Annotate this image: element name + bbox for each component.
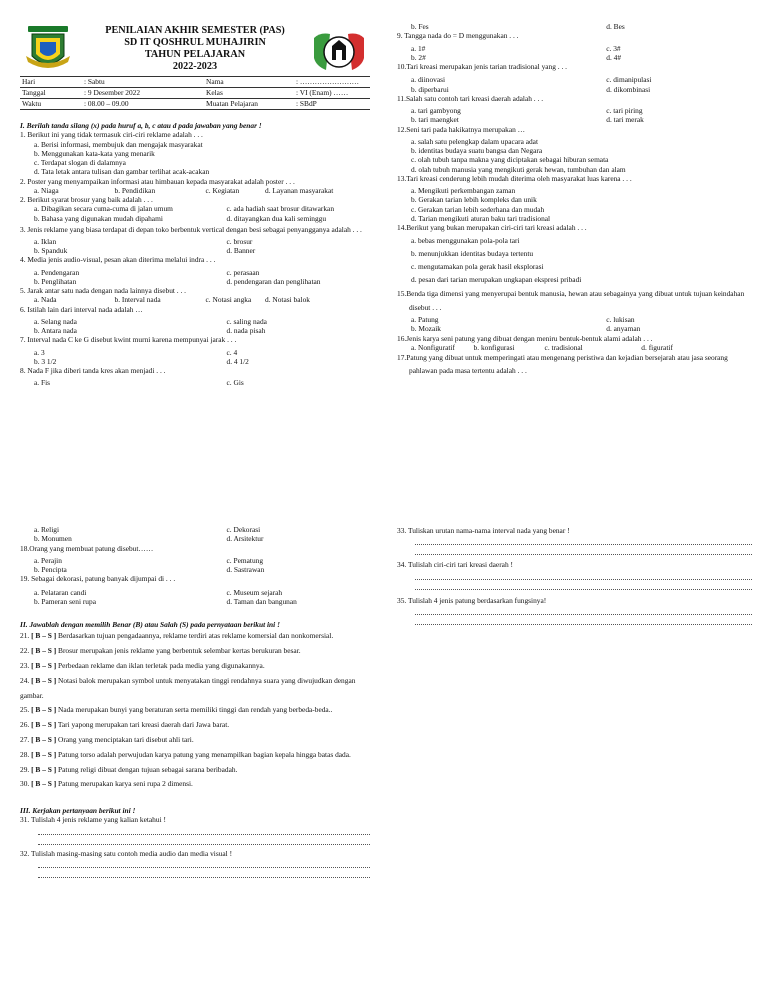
statement-27-text: Orang yang menciptakan tari disebut ahli tari. (56, 734, 194, 744)
q20-option-c[interactable]: c. Museum sejarah (226, 587, 283, 597)
q14-option-d[interactable]: d. Tarian mengikuti aturan baku tari tradisional (411, 213, 551, 223)
statement-26-number: 26. (20, 720, 30, 730)
q17-option-a[interactable]: a. Nonfiguratif (411, 342, 455, 352)
q6-option-a[interactable]: a. Nada (34, 295, 57, 305)
q10-option-c[interactable]: c. 3# (606, 43, 621, 53)
q35-answer-line-1[interactable] (415, 605, 752, 615)
question-2: 2. Poster yang menyampaikan informasi atau himbauan kepada masyarakat adalah poster . . . (20, 176, 295, 186)
q2-option-d[interactable]: d. Layanan masyarakat (265, 185, 334, 195)
q19-option-b[interactable]: b. Pencipta (34, 565, 67, 574)
statement-24-choice[interactable]: [ B – S ] (31, 675, 57, 685)
kelas-value[interactable]: : VI (Enam) …… (294, 88, 370, 99)
statement-21-text: Berdasarkan tujuan pengadaannya, reklame terdiri atas reklame komersial dan nonkomersial. (56, 631, 334, 641)
q35-answer-line-2[interactable] (415, 615, 752, 625)
q15-option-c[interactable]: c. mengutamakan pola gerak hasil eksplorasi (411, 262, 544, 272)
q5-option-c[interactable]: c. perasaan (226, 267, 260, 277)
statement-23-choice[interactable]: [ B – S ] (31, 660, 57, 670)
q18-option-c[interactable]: c. Dekorasi (226, 525, 261, 534)
q17-option-d[interactable]: d. figuratif (641, 342, 673, 352)
q1-option-c[interactable]: c. Terdapat slogan di dalamnya (34, 158, 126, 167)
section-3-right (397, 526, 752, 625)
q3-option-a[interactable]: a. Dibagikan secara cuma-cuma di jalan umum (34, 204, 173, 214)
q7-option-c[interactable]: c. saling nada (226, 316, 267, 326)
student-info-table (20, 76, 370, 110)
statement-24-number: 24. (20, 675, 30, 685)
statement-21 (20, 629, 370, 644)
statement-28-number: 28. (20, 749, 30, 759)
q10-option-d[interactable]: d. 4# (606, 52, 622, 62)
question-12: 11.Salah satu contoh tari kreasi daerah adalah . . . (397, 93, 544, 103)
q11-option-d[interactable]: d. dikombinasi (606, 84, 651, 94)
question-32: 32. Tulislah masing-masing satu contoh media audio dan media visual ! (20, 848, 233, 858)
q8-option-d[interactable]: d. 4 1/2 (226, 356, 249, 366)
q4-option-d[interactable]: d. Banner (226, 246, 256, 256)
statement-25 (20, 703, 370, 718)
section-1-heading: I. Berilah tanda silang (x) pada huruf a, b, c atau d pada jawaban yang benar ! (20, 121, 262, 130)
question-10: 9. Tangga nada do = D menggunakan . . . (397, 31, 519, 41)
q14-option-b[interactable]: b. Gerakan tarian lebih kompleks dan unik (411, 195, 537, 205)
q7-option-d[interactable]: d. nada pisah (226, 326, 266, 336)
q32-answer-line-1[interactable] (38, 858, 370, 868)
q6-option-d[interactable]: d. Notasi balok (265, 295, 310, 305)
q16-option-a[interactable]: a. Patung (411, 315, 439, 325)
waktu-label: Waktu (20, 99, 82, 110)
q13-option-c[interactable]: c. olah tubuh tanpa makna yang diciptakan sebagai hiburan semata (411, 155, 609, 165)
q34-answer-line-1[interactable] (415, 570, 752, 580)
q2-option-c[interactable]: c. Kegiatan (205, 185, 240, 195)
q1-option-a[interactable]: a. Berisi informasi, membujuk dan mengajak masyarakat (34, 139, 203, 149)
hari-value: : Sabtu (82, 77, 204, 88)
q4-option-b[interactable]: b. Spanduk (34, 246, 68, 256)
q6-option-c[interactable]: c. Notasi angka (205, 295, 252, 305)
q3-option-c[interactable]: c. ada hadiah saat brosur ditawarkan (226, 204, 335, 214)
q9-option-b[interactable]: b. Fes (411, 22, 429, 31)
question-35: 35. Tulislah 4 jenis patung berdasarkan fungsinya! (397, 595, 547, 605)
question-7: 6. Istilah lain dari interval nada adalah … (20, 304, 143, 314)
q10-option-b[interactable]: b. 2# (411, 52, 426, 62)
q32-answer-line-2[interactable] (38, 868, 370, 878)
question-9: 8. Nada F jika diberi tanda kres akan menjadi . . . (20, 366, 166, 376)
question-18: 17.Patung yang dibuat untuk memperingati atau mengenang peristiwa dan kejadian bersejarah atau jasa seorang pahlawan pada masa tertentu adalah . . . (397, 353, 728, 375)
section-2-left (20, 525, 370, 878)
q8-option-c[interactable]: c. 4 (226, 347, 238, 357)
statement-25-number: 25. (20, 705, 30, 715)
q18-option-a[interactable]: a. Religi (34, 525, 60, 534)
section-3-heading: III. Kerjakan pertanyaan berikut ini ! (20, 806, 136, 816)
statement-22-number: 22. (20, 646, 30, 656)
statement-23-number: 23. (20, 660, 30, 670)
question-33: 33. Tuliskan urutan nama-nama interval nada yang benar ! (397, 526, 570, 535)
q11-option-a[interactable]: a. diinovasi (411, 75, 446, 85)
question-20: 19. Sebagai dekorasi, patung banyak dijumpai di . . . (20, 574, 176, 584)
q9-option-c[interactable]: c. Gis (226, 378, 244, 388)
statement-26 (20, 718, 370, 733)
mapel-value: : SBdP (294, 99, 370, 110)
question-4: 3. Jenis reklame yang biasa terdapat di depan toko berbentuk vertical dengan besi sebagai penyangganya adalah . . . (20, 224, 362, 234)
statement-22-text: Brosur merupakan jenis reklame yang berbentuk selembar kertas berukuran besar. (56, 646, 301, 656)
q18-option-b[interactable]: b. Monumen (34, 534, 72, 544)
school-name: SD IT QOSHRUL MUHAJIRIN (124, 37, 266, 48)
q5-option-b[interactable]: b. Penglihatan (34, 276, 77, 286)
question-13: 12.Seni tari pada hakikatnya merupakan … (397, 124, 526, 134)
q20-option-b[interactable]: b. Pameran seni rupa (34, 596, 96, 606)
statement-30-text: Patung merupakan karya seni rupa 2 dimensi. (56, 779, 193, 789)
question-15: 14.Berikut yang bukan merupakan ciri-ciri tari kreasi adalah . . . (397, 223, 587, 232)
q20-option-d[interactable]: d. Taman dan bangunan (226, 596, 297, 606)
q13-option-d[interactable]: d. olah tubuh manusia yang mengikuti gerak hewan, tumbuhan dan alam (411, 164, 626, 174)
q1-option-d[interactable]: d. Tata letak antara tulisan dan gambar terlihat acak-acakan (34, 167, 210, 177)
q16-option-b[interactable]: b. Mozaik (411, 324, 441, 334)
q9-option-d[interactable]: d. Bes (606, 22, 625, 31)
statement-24-text: Notasi balok merupakan symbol untuk menyatakan tinggi rendahnya suara yang diwujudkan dengan gambar. (20, 675, 356, 700)
statement-24 (20, 674, 370, 704)
question-19: 18.Orang yang membuat patung disebut…… (20, 543, 154, 553)
statement-23 (20, 659, 370, 674)
q20-option-a[interactable]: a. Pelataran candi (34, 587, 87, 597)
statement-26-text: Tari yapong merupakan tari kreasi daerah dari Jawa barat. (56, 720, 230, 730)
q8-option-b[interactable]: b. 3 1/2 (34, 356, 57, 366)
q7-option-a[interactable]: a. Selang nada (34, 316, 77, 326)
tanggal-label: Tanggal (20, 88, 82, 99)
q16-option-d[interactable]: d. anyaman (606, 324, 641, 334)
exam-header (20, 18, 370, 76)
statement-29 (20, 763, 370, 778)
question-3: 2. Berikut syarat brosur yang baik adalah . . . (20, 195, 153, 204)
waktu-value: : 08.00 – 09.00 (82, 99, 204, 110)
q33-answer-line-2[interactable] (415, 545, 752, 555)
q17-option-b[interactable]: b. konfigurasi (473, 342, 515, 352)
hari-label: Hari (20, 77, 82, 88)
q10-option-a[interactable]: a. 1# (411, 43, 426, 53)
question-8: 7. Interval nada C ke G disebut kwint murni karena mempunyai jarak . . . (20, 335, 237, 345)
statement-29-choice[interactable]: [ B – S ] (31, 764, 57, 774)
q2-option-b[interactable]: b. Pendidikan (114, 185, 156, 195)
exam-title-line1: PENILAIAN AKHIR SEMESTER (PAS) (105, 25, 285, 36)
q4-option-c[interactable]: c. brosur (226, 236, 253, 246)
nama-label: Nama (204, 77, 294, 88)
q19-option-a[interactable]: a. Perajin (34, 555, 62, 565)
question-34: 34. Tulislah ciri-ciri tari kreasi daerah ! (397, 560, 513, 570)
q9-option-a[interactable]: a. Fis (34, 378, 51, 388)
statement-27-choice[interactable]: [ B – S ] (31, 734, 57, 744)
q3-option-d[interactable]: d. ditayangkan dua kali seminggu (226, 213, 327, 223)
year-label: TAHUN PELAJARAN (144, 49, 246, 60)
question-5: 4. Media jenis audio-visual, pesan akan diterima melalui indra . . . (20, 255, 216, 265)
mapel-label: Muatan Pelajaran (204, 99, 294, 110)
q12-option-b[interactable]: b. tari maengket (411, 115, 459, 125)
q11-option-c[interactable]: c. dimanipulasi (606, 75, 652, 85)
q19-option-d[interactable]: d. Sastrawan (226, 565, 265, 574)
section-1-left (20, 121, 370, 388)
q7-option-b[interactable]: b. Antara nada (34, 326, 77, 336)
q11-option-b[interactable]: b. diperbarui (411, 84, 449, 94)
q4-option-a[interactable]: a. Iklan (34, 236, 57, 246)
question-31: 31. Tulislah 4 jenis reklame yang kalian ketahui ! (20, 815, 166, 825)
section-1-right (397, 22, 752, 377)
question-6: 5. Jarak antar satu nada dengan nada lainnya disebut . . . (20, 286, 187, 296)
statement-22 (20, 644, 370, 659)
q8-option-a[interactable]: a. 3 (34, 347, 45, 357)
q12-option-d[interactable]: d. tari merak (606, 115, 644, 125)
question-17: 16.Jenis karya seni patung yang dibuat dengan meniru bentuk-bentuk alami adalah . . . (397, 333, 653, 343)
statement-23-text: Perbedaan reklame dan iklan terletak pada media yang digunakannya. (56, 660, 265, 670)
q14-option-c[interactable]: c. Gerakan tarian lebih sederhana dan mudah (411, 204, 545, 214)
q15-option-a[interactable]: a. bebas menggunakan pola-pola tari (411, 236, 520, 246)
statement-28-choice[interactable]: [ B – S ] (31, 749, 57, 759)
academic-year: 2022-2023 (172, 61, 218, 72)
q12-option-a[interactable]: a. tari gambyong (411, 106, 461, 115)
statement-30 (20, 777, 370, 792)
q5-option-d[interactable]: d. pendengaran dan penglihatan (226, 276, 321, 286)
exam-title (80, 25, 310, 73)
q15-option-d[interactable]: d. pesan dari tarian merupakan ungkapan ekspresi pribadi (411, 275, 582, 285)
statement-30-number: 30. (20, 779, 30, 789)
question-11: 10.Tari kreasi merupakan jenis tarian tradisional yang . . . (397, 62, 568, 71)
statement-25-text: Nada merupakan bunyi yang beraturan serta memiliki tinggi dan rendah yang berbeda-beda.. (56, 705, 333, 715)
statement-27 (20, 733, 370, 748)
q18-option-d[interactable]: d. Arsitektur (226, 534, 264, 544)
statement-28 (20, 748, 370, 763)
q16-option-c[interactable]: c. lukisan (606, 315, 635, 325)
q31-answer-line-1[interactable] (38, 825, 370, 835)
statement-27-number: 27. (20, 734, 30, 744)
statement-29-number: 29. (20, 764, 30, 774)
statement-28-text: Patung torso adalah perwujudan karya patung yang menampilkan bagian kepala hingga batas dada. (56, 749, 351, 759)
q17-option-c[interactable]: c. tradisional (544, 342, 583, 352)
statement-21-number: 21. (20, 631, 30, 641)
q6-option-b[interactable]: b. Interval nada (114, 295, 161, 305)
q12-option-c[interactable]: c. tari piring (606, 106, 643, 115)
school-logo (310, 30, 368, 78)
q31-answer-line-2[interactable] (38, 835, 370, 845)
q33-answer-line-1[interactable] (415, 535, 752, 545)
q5-option-a[interactable]: a. Pendengaran (34, 267, 80, 277)
statement-21-choice[interactable]: [ B – S ] (31, 631, 57, 641)
q2-option-a[interactable]: a. Niaga (34, 185, 59, 195)
q3-option-b[interactable]: b. Bahasa yang digunakan mudah dipahami (34, 213, 163, 223)
section-2-heading: II. Jawablah dengan memilih Benar (B) atau Salah (S) pada pernyataan berikut ini ! (20, 620, 280, 629)
question-16: 15.Benda tiga dimensi yang menyerupai bentuk manusia, hewan atau sebagainya yang dibuat untuk tujuan keindahan disebut . . . (397, 289, 745, 313)
nama-value[interactable]: : …………………… (294, 77, 370, 88)
statement-22-choice[interactable]: [ B – S ] (31, 646, 57, 656)
q13-option-a[interactable]: a. salah satu pelengkap dalam upacara adat (411, 136, 539, 146)
statement-29-text: Patung religi dibuat dengan tujuan sebagai sarana beribadah. (56, 764, 238, 774)
q34-answer-line-2[interactable] (415, 580, 752, 590)
regency-emblem-logo (22, 26, 74, 72)
q15-option-b[interactable]: b. menunjukkan identitas budaya tertentu (411, 249, 534, 259)
statement-30-choice[interactable]: [ B – S ] (31, 779, 57, 789)
kelas-label: Kelas (204, 88, 294, 99)
q14-option-a[interactable]: a. Mengikuti perkembangan zaman (411, 186, 516, 195)
statement-25-choice[interactable]: [ B – S ] (31, 705, 57, 715)
q1-option-b[interactable]: b. Menggunakan kata-kata yang menarik (34, 148, 155, 158)
q19-option-c[interactable]: c. Pematung (226, 555, 264, 565)
tanggal-value: : 9 Desember 2022 (82, 88, 204, 99)
question-14: 13.Tari kreasi cenderung lebih mudah diterima oleh masyarakat luas karena . . . (397, 173, 632, 183)
q13-option-b[interactable]: b. identitas budaya suatu bangsa dan Negara (411, 146, 543, 155)
statement-26-choice[interactable]: [ B – S ] (31, 720, 57, 730)
question-1: 1. Berikut ini yang tidak termasuk ciri-ciri reklame adalah . . . (20, 130, 203, 140)
